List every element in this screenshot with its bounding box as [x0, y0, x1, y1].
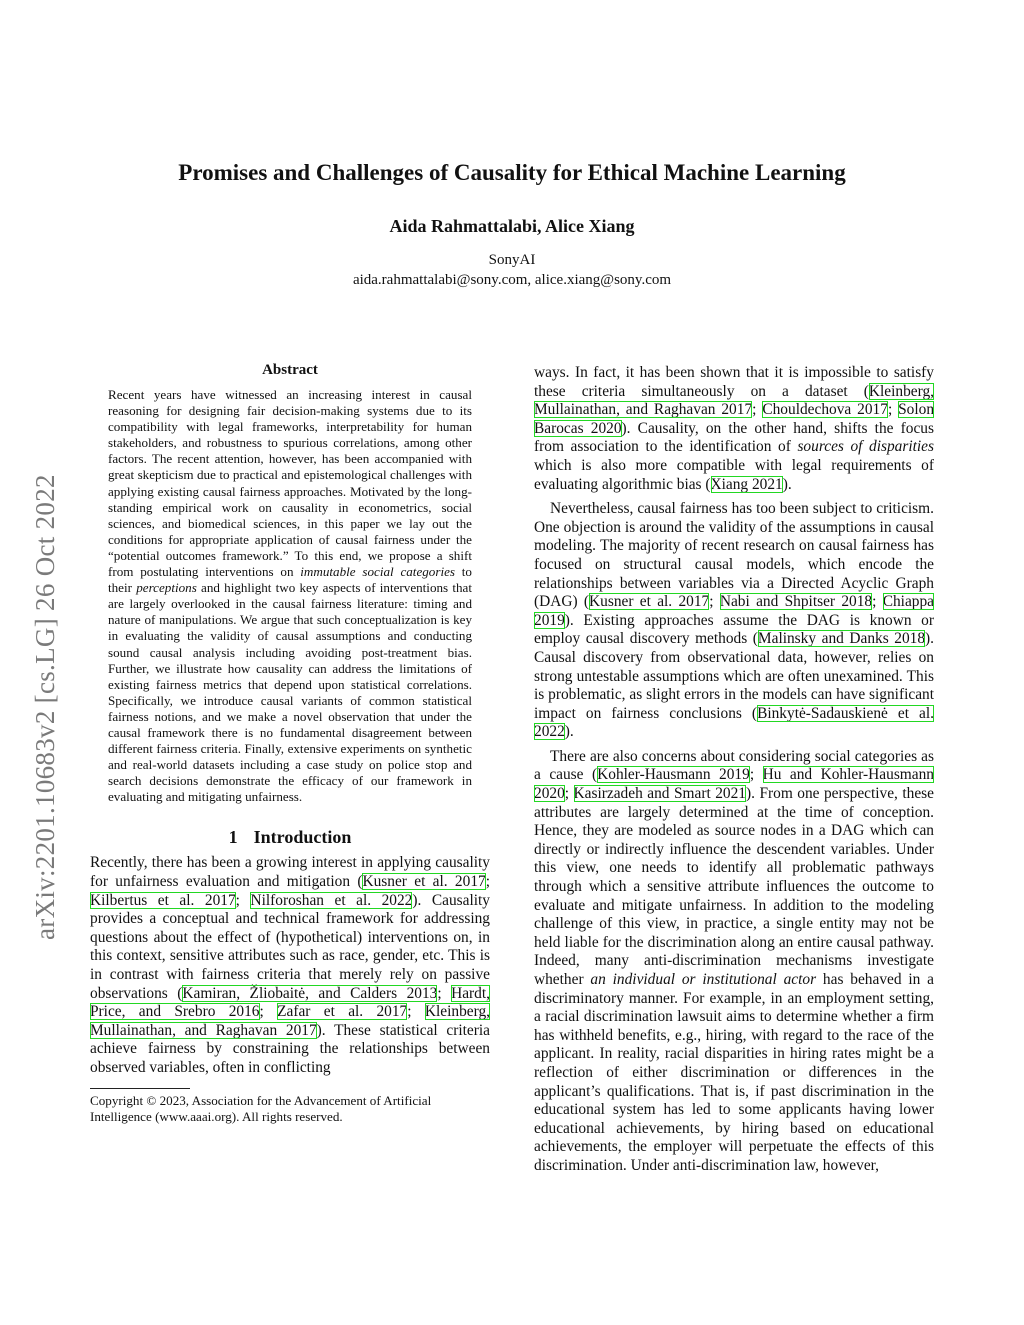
citation-link[interactable]: Kilbertus et al. 2017	[90, 891, 236, 909]
citation-link[interactable]: Solon Barocas 2020	[534, 401, 935, 437]
citation-link[interactable]: Kleinberg, Mullainathan, and Raghavan 2017	[90, 1003, 490, 1039]
left-column	[90, 362, 490, 1125]
citation-link[interactable]: Hardt, Price, and Srebro 2016	[90, 984, 490, 1021]
section-title: Introduction	[253, 827, 352, 848]
body-paragraph: ways. In fact, it has been shown that it is impossible to satisfy these criteria simultaneously on a dataset (Kleinberg, Mullainathan, and Raghavan 2017; Chouldechova 2017; Solon Barocas 2020). Causality, on the other hand, shifts the focus from association to the identification of sources of disparities which is also more compatible with legal requirements of evaluating algorithmic bias (Xiang 2021).	[534, 364, 935, 493]
citation-link[interactable]: Malinsky and Danks 2018	[757, 630, 926, 648]
abstract-body: Recent years have witnessed an increasing interest in causal reasoning for designing fair decision-making systems due to its compatibility with legal frameworks, interpretability for human stakeholders, and robustness to spurious correlations, among other factors. The recent attention, however, has been accompanied with great skepticism due to practical and epistemological challenges with applying existing causal fairness approaches. Motivated by the long-standing empirical work on causality in econometrics, social sciences, and biomedical sciences, in this paper we lay out the conditions for appropriate application of causal fairness under the “potential outcomes framework.” To this end, we propose a shift from postulating interventions on immutable social categories to their perceptions and highlight two key aspects of interventions that are largely overlooked in the causal fairness literature: timing and nature of manipulations. We argue that such conceptualization is key in evaluating the validity of causal assumptions and conducting sound causal analysis including avoiding post-treatment bias. Further, we illustrate how causality can address the limitations of existing fairness metrics that depend upon statistical correlations. Specifically, we introduce causal variants of common statistical fairness notions, and we make a novel observation that under the causal framework there is no fundamental disagreement between different fairness criteria. Finally, extensive experiments on synthetic and real-world datasets including a case study on police stop and search decisions demonstrate the efficacy of our framework in evaluating and mitigating unfairness.	[108, 387, 472, 805]
intro-paragraph: Recently, there has been a growing interest in applying causality for unfairness evaluation and mitigation (Kusner et al. 2017; Kilbertus et al. 2017; Nilforoshan et al. 2022). Causality provides a conceptual and technical framework for addressing questions about the effect of (hypothetical) interventions on, in this context, sensitive attributes such as race, gender, etc. This is in contrast with fairness criteria that merely rely on passive observations (Kamiran, Žliobaitė, and Calders 2013; Hardt, Price, and Srebro 2016; Zafar et al. 2017; Kleinberg, Mullainathan, and Raghavan 2017). These statistical criteria achieve fairness by constraining the relationships between observed variables, often in conflicting	[90, 854, 490, 1076]
citation-link[interactable]: Binkytė-Sadauskienė et al. 2022	[534, 704, 934, 741]
footnote-rule	[90, 1088, 190, 1089]
authors: Aida Rahmattalabi, Alice Xiang	[389, 216, 635, 236]
citation-link[interactable]: Kusner et al. 2017	[589, 593, 710, 611]
citation-link[interactable]: Chouldechova 2017	[762, 401, 888, 419]
citation-link[interactable]: Kohler-Hausmann 2019	[597, 766, 750, 784]
paper-title: Promises and Challenges of Causality for Ethical Machine Learning	[178, 160, 846, 185]
citation-link[interactable]: Kleinberg, Mullainathan, and Raghavan 2017	[534, 382, 934, 419]
citation-link[interactable]: Zafar et al. 2017	[277, 1003, 408, 1021]
citation-link[interactable]: Xiang 2021	[710, 475, 783, 493]
right-column	[534, 364, 934, 1176]
citation-link[interactable]: Kasirzadeh and Smart 2021	[573, 785, 746, 803]
citation-link[interactable]: Kusner et al. 2017	[362, 873, 486, 891]
citation-link[interactable]: Chiappa 2019	[534, 593, 935, 629]
arxiv-stamp: arXiv:2201.10683v2 [cs.LG] 26 Oct 2022	[30, 474, 60, 940]
citation-link[interactable]: Hu and Kohler-Hausmann 2020	[534, 766, 935, 803]
body-emphasis: sources of disparities	[797, 438, 935, 456]
citation-link[interactable]: Kamiran, Žliobaitė, and Calders 2013	[182, 984, 438, 1002]
citation-link[interactable]: Nilforoshan et al. 2022	[250, 891, 413, 909]
body-paragraph: There are also concerns about considering social categories as a cause (Kohler-Hausmann 2019; Hu and Kohler-Hausmann 2020; Kasirzadeh and Smart 2021). From one perspective, these attributes are largely determined at the time of conception. Hence, they are modeled as source nodes in a DAG which can directly or indirectly influence the descendent variables. Under this view, one needs to identify all problematic pathways through which a sensitive attribute influences the outcome to evaluate and mitigate unfairness. In addition to the modeling challenge of this view, in practice, a single entity may not be held liable for the discrimination along an entire causal pathway. Indeed, many anti-discrimination mechanisms investigate whether an individual or institutional actor has behaved in a discriminatory manner. For example, in an employment setting, a racial discrimination lawsuit aims to determine whether a firm has withheld benefits, e.g., hiring, with regard to the race of the applicant. In reality, racial disparities in hiring rates might be a reflection of either discrimination or differences in the applicant’s qualifications. That is, if past discrimination in the educational system has led to some applicants having lower educational achievements, by hiring based on educational achievements, the employer will perpetuate the effects of this discrimination. Under anti-discrimination law, however,	[534, 747, 935, 1174]
abstract-emphasis: perceptions	[136, 580, 197, 596]
body-emphasis: an individual or institutional actor	[590, 971, 817, 988]
section-heading-introduction	[90, 827, 490, 848]
abstract-heading: Abstract	[262, 362, 318, 378]
copyright-footnote: Copyright © 2023, Association for the Advancement of Artificial Intelligence (www.aaai.org). All rights reserved.	[90, 1092, 432, 1124]
body-paragraph: Nevertheless, causal fairness has too been subject to criticism. One objection is around the validity of the assumptions in causal modeling. The majority of recent research on causal fairness has focused on structural causal models, which encode the relationships between variables via a Directed Acyclic Graph (DAG) (Kusner et al. 2017; Nabi and Shpitser 2018; Chiappa 2019). Existing approaches assume the DAG is known or employ causal discovery methods (Malinsky and Danks 2018). Causal discovery from observational data, however, relies on strong untestable assumptions which are often unexamined. This is problematic, as slight errors in the models can have significant impact on fairness conclusions (Binkytė-Sadauskienė et al. 2022).	[534, 500, 935, 741]
affiliation-block	[0, 250, 1024, 290]
citation-link[interactable]: Nabi and Shpitser 2018	[719, 593, 873, 611]
abstract-emphasis: immutable social categories	[300, 564, 455, 580]
author-emails: aida.rahmattalabi@sony.com, alice.xiang@sony.com	[352, 272, 672, 288]
affiliation: SonyAI	[488, 252, 536, 268]
section-number: 1	[228, 827, 238, 848]
